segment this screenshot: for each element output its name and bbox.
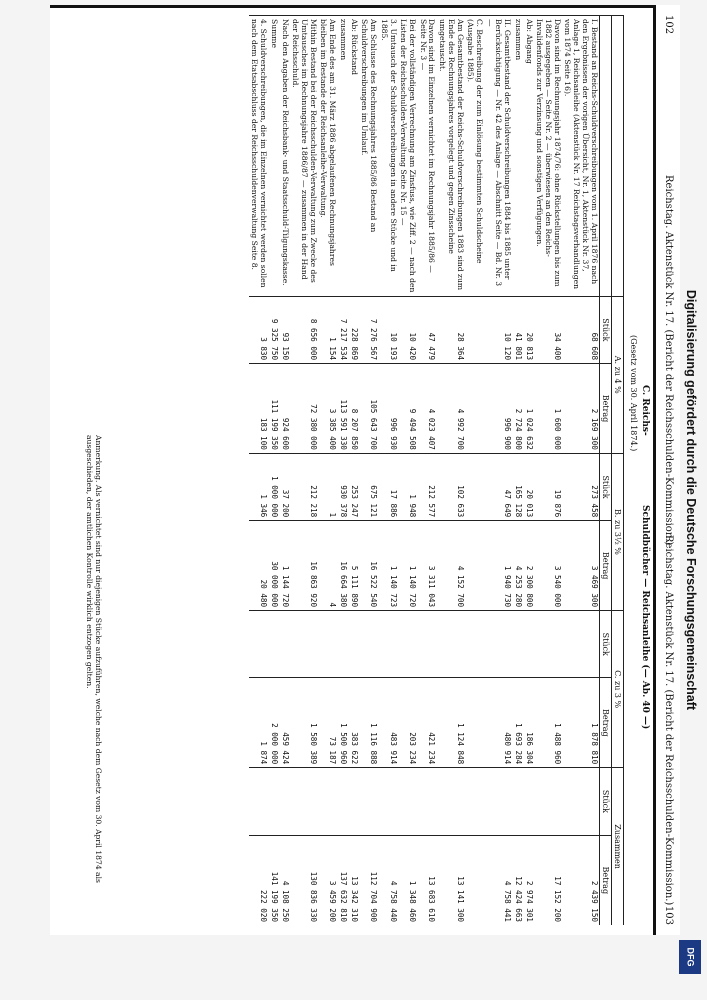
cell-a-bt: 2 724 800	[512, 364, 523, 454]
cell-a-st	[465, 296, 484, 363]
cell-a-bt: 3 385 400	[318, 364, 337, 454]
footnote: Anmerkung. Als vernichtet sind nur diejenigen Stücke aufzuführen, welche nach dem Gesetz vom 30. April 1874 als ausgeschieden, der amtlichen Kontrolle wirklich entzogen gelten.	[85, 435, 103, 883]
c-stueck-header: Stück	[599, 611, 611, 678]
cell-a-st: 34 400	[534, 296, 562, 363]
table-sub-header	[599, 16, 611, 926]
cell-t-st	[290, 768, 318, 835]
table-row	[562, 16, 599, 926]
cell-c-bt: 1 500 960	[337, 678, 348, 768]
cell-c-bt: 186 304	[523, 678, 534, 768]
cell-t-st	[562, 768, 599, 835]
cell-a-bt: 111 199 350	[268, 364, 279, 454]
row-label: I. Bestand an Reichs-Schuldverschreibungen vom 1. April 1876 nach den Ergebnissen der vorigen Übersicht, Nr. 1, Aktenstück Nr. 37, Anlage 1, Reichsanleihe (Aktenstück Nr. 17 Reichstagsverhandlungen vom 1874 Seite 16).	[562, 16, 599, 297]
cell-c-bt: 1 874	[249, 678, 268, 768]
cell-t-st	[398, 768, 417, 835]
table-row	[512, 16, 523, 926]
table-row	[484, 16, 512, 926]
cell-c-st	[378, 611, 397, 678]
cell-b-st: 1 948	[398, 453, 417, 520]
cell-a-bt: 1 024 632	[523, 364, 534, 454]
cell-a-bt: 183 100	[249, 364, 268, 454]
cell-c-st	[337, 611, 348, 678]
cell-b-st: 17 886	[378, 453, 397, 520]
cell-b-bt: 20 480	[249, 521, 268, 611]
cell-t-bt: 13 683 610	[417, 835, 436, 925]
c-betrag-header: Betrag	[599, 678, 611, 768]
table-row	[249, 16, 268, 926]
row-label: Ab: Rückstand	[348, 16, 359, 297]
cell-c-bt: 1 878 810	[562, 678, 599, 768]
cell-b-bt: 4 253 280	[512, 521, 523, 611]
cell-b-st: 19 876	[534, 453, 562, 520]
cell-t-bt: 4 108 250	[279, 835, 290, 925]
cell-c-bt: 1 580 389	[290, 678, 318, 768]
cell-t-st	[279, 768, 290, 835]
group-c-header: C. zu 3 %	[611, 611, 623, 768]
page-number-left: 102	[663, 15, 674, 35]
group-a-header: A. zu 4 %	[611, 296, 623, 453]
cell-a-bt: 996 900	[484, 364, 512, 454]
table-row	[398, 16, 417, 926]
cell-t-st	[484, 768, 512, 835]
row-label: Am Gesamtbestand der Reichs-Schuldverschreibungen 1883 sind zum Ende des Rechnungsjahres vorgelegt und gegen Zinsscheine umgetauscht.	[436, 16, 464, 297]
cell-c-bt: 203 234	[398, 678, 417, 768]
cell-a-bt: 8 207 850	[348, 364, 359, 454]
cell-b-bt: 4	[318, 521, 337, 611]
table-row	[465, 16, 484, 926]
cell-t-bt: 141 199 350	[268, 835, 279, 925]
cell-a-st: 7 217 534	[337, 296, 348, 363]
cell-c-st	[268, 611, 279, 678]
row-label: Nach den Angaben der Reichsbank- und Staatsschuld-Tilgungskasse.	[279, 16, 290, 297]
cell-b-bt: 5 111 890	[348, 521, 359, 611]
cell-a-bt: 924 600	[279, 364, 290, 454]
cell-t-bt: 12 424 663	[512, 835, 523, 925]
table-row	[268, 16, 279, 926]
cell-c-bt: 421 234	[417, 678, 436, 768]
cell-c-bt: 383 622	[348, 678, 359, 768]
a-stueck-header: Stück	[599, 296, 611, 363]
cell-c-st	[512, 611, 523, 678]
cell-c-st	[318, 611, 337, 678]
cell-b-st: 212 577	[417, 453, 436, 520]
cell-a-st: 10 193	[378, 296, 397, 363]
row-label: 3. Umtausch der Schuldverschreibungen in andere Stücke und in 1885.	[378, 16, 397, 297]
dfg-logo	[679, 940, 701, 974]
cell-t-st	[417, 768, 436, 835]
cell-a-st: 8 656 000	[290, 296, 318, 363]
table-row	[318, 16, 337, 926]
cell-b-bt: 4 152 700	[436, 521, 464, 611]
cell-t-bt: 2 439 150	[562, 835, 599, 925]
group-b-header: B. zu 3½ %	[611, 453, 623, 610]
cell-b-bt: 1 940 730	[484, 521, 512, 611]
cell-c-st	[398, 611, 417, 678]
cell-a-bt	[465, 364, 484, 454]
table-row	[290, 16, 318, 926]
cell-c-st	[359, 611, 378, 678]
cell-b-bt: 1 144 720	[279, 521, 290, 611]
row-label: zusammen	[337, 16, 348, 297]
label-subheader	[599, 16, 611, 297]
row-label: Am Ende des am 31. März 1886 abgelaufenen Rechnungsjahres bleiben im Bestande der Reichsanleihe-Verwaltung.	[318, 16, 337, 297]
cell-a-st: 93 150	[279, 296, 290, 363]
cell-t-st	[512, 768, 523, 835]
cell-t-bt: 17 152 200	[534, 835, 562, 925]
cell-a-bt: 105 643 700	[359, 364, 378, 454]
cell-c-bt: 1 693 284	[512, 678, 523, 768]
cell-a-bt: 113 591 330	[337, 364, 348, 454]
cell-b-st: 1 000 000	[268, 453, 279, 520]
cell-a-st: 68 608	[562, 296, 599, 363]
table-row	[348, 16, 359, 926]
cell-a-bt: 1 600 000	[534, 364, 562, 454]
row-label: Davon sind im Rechnungsjahr 1874/76: ohne Rückstellungen bis zum 1882 ausgegeben — Seite Nr. 2 — überwiesen an den Reichs-Invalidenfonds zur Verzinsung und sonstigen Verfügungen.	[534, 16, 562, 297]
cell-c-st	[436, 611, 464, 678]
cell-a-st: 228 869	[348, 296, 359, 363]
cell-c-st	[348, 611, 359, 678]
dfg-strip	[673, 0, 707, 1000]
cell-c-st	[290, 611, 318, 678]
cell-c-st	[562, 611, 599, 678]
cell-c-bt	[465, 678, 484, 768]
dfg-logo-text: DFG	[685, 947, 695, 967]
b-betrag-header: Betrag	[599, 521, 611, 611]
table-row	[534, 16, 562, 926]
cell-t-st	[534, 768, 562, 835]
page-header	[660, 15, 674, 925]
cell-t-st	[436, 768, 464, 835]
cell-b-bt	[465, 521, 484, 611]
row-label: Am Schlusse des Rechnungsjahres 1885/86 Bestand an Schuldverschreibungen im Umlauf.	[359, 16, 378, 297]
cell-b-st: 212 218	[290, 453, 318, 520]
cell-c-st	[417, 611, 436, 678]
cell-t-st	[378, 768, 397, 835]
cell-a-bt: 72 380 000	[290, 364, 318, 454]
cell-t-st	[465, 768, 484, 835]
cell-b-st	[465, 453, 484, 520]
cell-c-st	[484, 611, 512, 678]
table-row	[359, 16, 378, 926]
cell-b-st: 165 128	[512, 453, 523, 520]
cell-a-bt: 4 023 407	[417, 364, 436, 454]
cell-t-bt: 2 974 301	[523, 835, 534, 925]
cell-b-st: 1 346	[249, 453, 268, 520]
cell-c-bt: 1 488 960	[534, 678, 562, 768]
cell-b-bt: 2 300 800	[523, 521, 534, 611]
header-title-right: Reichstag. Aktenstück Nr. 17. (Bericht der Reichsschulden-Kommission.)	[663, 535, 674, 906]
ledger-table	[249, 15, 624, 925]
row-label: Ab: Abgang	[523, 16, 534, 297]
cell-t-bt: 13 141 300	[436, 835, 464, 925]
header-rule	[653, 5, 656, 935]
cell-a-bt: 996 930	[378, 364, 397, 454]
cell-b-bt: 3 469 300	[562, 521, 599, 611]
section-subtitle: (Gesetz vom 30. April 1874.)	[629, 335, 638, 452]
row-label: zusammen	[512, 16, 523, 297]
funding-credit: Digitalisierung gefördert durch die Deutsche Forschungsgemeinschaft	[684, 289, 698, 711]
label-header	[611, 16, 623, 297]
cell-a-st: 41 801	[512, 296, 523, 363]
a-betrag-header: Betrag	[599, 364, 611, 454]
cell-b-bt: 16 863 920	[290, 521, 318, 611]
table-row	[436, 16, 464, 926]
ledger-rows	[249, 16, 599, 926]
cell-a-st: 9 325 750	[268, 296, 279, 363]
cell-c-bt: 1 116 888	[359, 678, 378, 768]
row-label: Bei der vollständigen Verrechnung am Zinsfuss, wie Ziff. 2 — nach den Listen der Reichsschulden-Verwaltung Seite Nr. 15 —	[398, 16, 417, 297]
cell-b-bt: 1 140 723	[378, 521, 397, 611]
cell-a-st: 10 420	[398, 296, 417, 363]
cell-a-st: 10 120	[484, 296, 512, 363]
cell-t-st	[337, 768, 348, 835]
cell-c-st	[249, 611, 268, 678]
cell-a-st: 28 364	[436, 296, 464, 363]
cell-b-st: 273 458	[562, 453, 599, 520]
b-stueck-header: Stück	[599, 453, 611, 520]
cell-a-st: 20 813	[523, 296, 534, 363]
t-stueck-header: Stück	[599, 768, 611, 835]
cell-b-st: 47 649	[484, 453, 512, 520]
t-betrag-header: Betrag	[599, 835, 611, 925]
cell-t-bt: 1 348 460	[398, 835, 417, 925]
table-row	[523, 16, 534, 926]
cell-t-bt: 4 758 441	[484, 835, 512, 925]
cell-c-st	[465, 611, 484, 678]
cell-c-bt: 483 914	[378, 678, 397, 768]
cell-b-bt: 30 000 000	[268, 521, 279, 611]
group-total-header: Zusammen	[611, 768, 623, 925]
cell-t-bt: 112 704 900	[359, 835, 378, 925]
section-title-right: Schuldbücher — Reichsanleihe (— Ab. 40 —)	[640, 505, 650, 730]
cell-b-st: 675 121	[359, 453, 378, 520]
row-label: II. Gesamtbestand der Schuldverschreibungen 1884 bis 1885 unter Berücksichtigung — Nr. 42 des Anlage — Abschnitt Seite — Bd. Nr. 3 —	[484, 16, 512, 297]
cell-b-bt: 3 540 000	[534, 521, 562, 611]
cell-b-st: 20 013	[523, 453, 534, 520]
cell-t-st	[523, 768, 534, 835]
cell-a-st: 3 830	[249, 296, 268, 363]
cell-a-bt: 2 169 300	[562, 364, 599, 454]
cell-c-bt: 480 914	[484, 678, 512, 768]
cell-a-st: 7 276 567	[359, 296, 378, 363]
cell-t-st	[359, 768, 378, 835]
cell-t-st	[318, 768, 337, 835]
cell-t-bt	[465, 835, 484, 925]
cell-b-bt: 16 664 380	[337, 521, 348, 611]
cell-c-bt: 459 424	[279, 678, 290, 768]
cell-b-st: 102 633	[436, 453, 464, 520]
cell-b-st: 1	[318, 453, 337, 520]
section-title: C. Reichs-	[640, 385, 650, 436]
cell-a-st: 47 479	[417, 296, 436, 363]
cell-a-st: 1 154	[318, 296, 337, 363]
cell-a-bt: 4 992 700	[436, 364, 464, 454]
cell-c-bt: 2 000 000	[268, 678, 279, 768]
cell-t-bt: 137 632 810	[337, 835, 348, 925]
cell-t-bt: 3 459 200	[318, 835, 337, 925]
cell-t-bt: 13 342 310	[348, 835, 359, 925]
left-rule	[50, 5, 656, 8]
cell-t-st	[348, 768, 359, 835]
cell-t-bt: 130 836 330	[290, 835, 318, 925]
cell-c-bt: 1 124 848	[436, 678, 464, 768]
cell-b-bt: 3 311 043	[417, 521, 436, 611]
row-label: 4. Schuldverschreibungen, die im Einzelnen vernichtet werden sollen nach dem Etatsabschluss der Reichsschuldenverwaltung Seite 8.	[249, 16, 268, 297]
cell-c-st	[534, 611, 562, 678]
cell-b-st: 37 200	[279, 453, 290, 520]
page-number-right: 103	[663, 905, 674, 925]
cell-c-bt: 73 187	[318, 678, 337, 768]
table-group-header	[611, 16, 623, 926]
row-label: C. Beschreibung der zum Einlösung bestimmten Schuldscheine (Ausgabe 1885).	[465, 16, 484, 297]
cell-t-bt: 222 020	[249, 835, 268, 925]
row-label: Mithin Bestand bei der Reichsschulden-Verwaltung zum Zwecke des Umtausches im Rechnungsjahre 1886/87 — zusammen in der Hand der Reichsschuld.	[290, 16, 318, 297]
table-row	[417, 16, 436, 926]
cell-t-st	[268, 768, 279, 835]
table-row	[279, 16, 290, 926]
cell-a-bt: 9 494 508	[398, 364, 417, 454]
document-page	[50, 5, 680, 935]
header-title-left: Reichstag. Aktenstück Nr. 17. (Bericht der Reichsschulden-Kommission.)	[663, 175, 674, 546]
cell-b-st: 930 378	[337, 453, 348, 520]
cell-t-bt: 4 758 440	[378, 835, 397, 925]
cell-t-st	[249, 768, 268, 835]
cell-b-bt: 16 522 540	[359, 521, 378, 611]
cell-b-st: 253 247	[348, 453, 359, 520]
row-label: Davon sind im Einzelnen vernichtet im Rechnungsjahr 1885/86 — Seite Nr. 3 —	[417, 16, 436, 297]
table-row	[378, 16, 397, 926]
table-row	[337, 16, 348, 926]
row-label: Summe	[268, 16, 279, 297]
cell-b-bt: 1 140 720	[398, 521, 417, 611]
cell-c-st	[523, 611, 534, 678]
cell-c-st	[279, 611, 290, 678]
